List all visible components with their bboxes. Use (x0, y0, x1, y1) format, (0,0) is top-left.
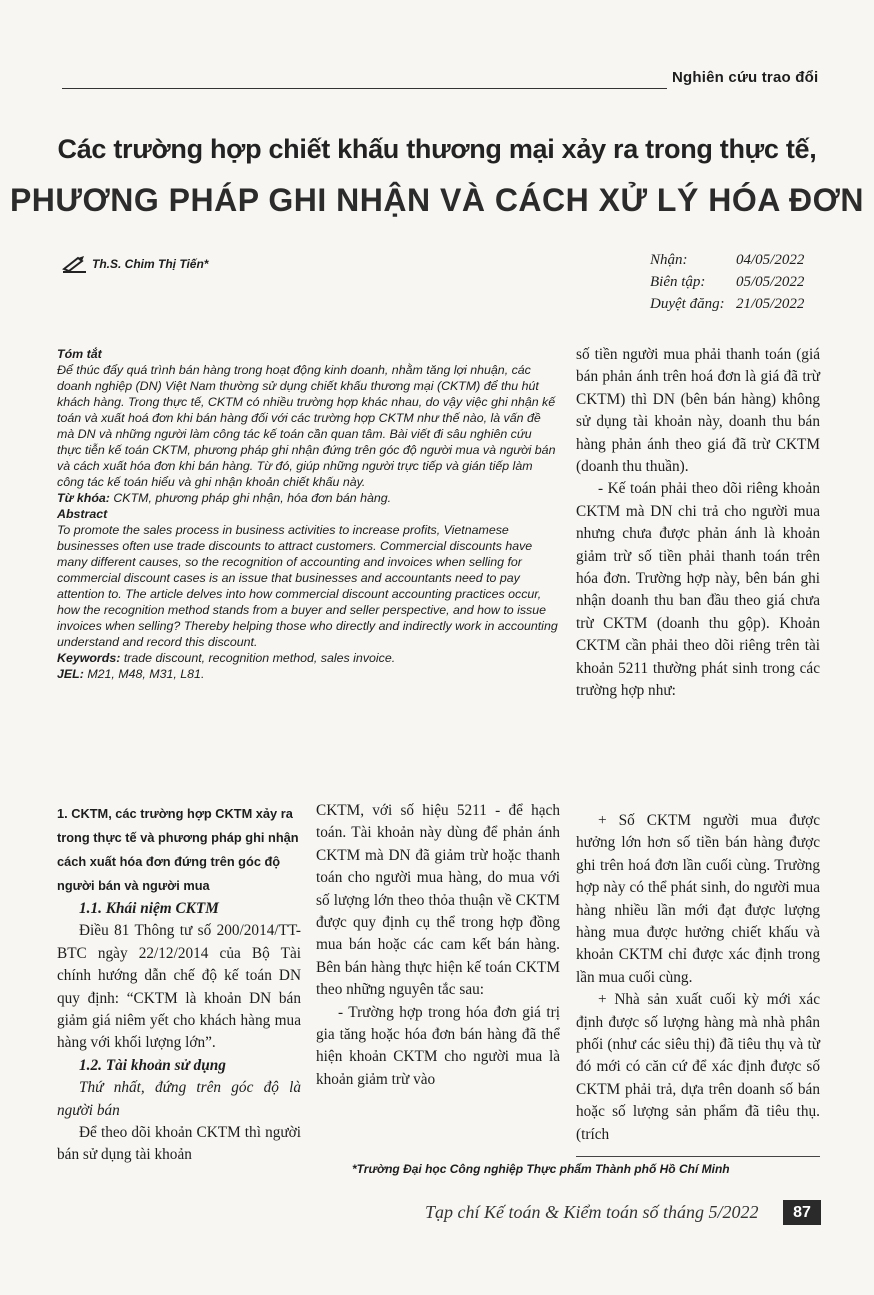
author-name: Th.S. Chim Thị Tiến* (92, 257, 209, 271)
jel-line: JEL: M21, M48, M31, L81. (57, 667, 205, 681)
date-approved: Duyệt đăng: 21/05/2022 (650, 296, 805, 312)
paragraph: + Số CKTM người mua được hưởng lớn hơn số tiền bán hàng được ghi trên hoá đơn lần cuối cùng. Trường hợp này có thể phát sinh, do người mua hàng nhiều lần mới đạt được lượng hàng mua được hưởng chiết khấu và khoản CKTM chỉ được xác định trong lần mua cuối cùng. (576, 812, 820, 986)
journal-footer: Tạp chí Kế toán & Kiểm toán số tháng 5/2022 (425, 1202, 759, 1222)
abstract-text: To promote the sales process in business activities to increase profits, Vietnamese businesses often use trade discounts to attract customers. Commercial discounts have many different causes, so the recognition of accounting and invoices when selling for commercial discount cases is an issue that businesses and accountants need to pay attention to. The article delves into how commercial discount accounting practices occur, how the recognition method stands from a buyer and seller perspective, and how to issue invoices when selling? Thereby helping those who directly and indirectly work in accounting understand and record this discount. (57, 523, 558, 649)
column-middle (316, 800, 560, 1091)
page-number: 87 (783, 1200, 821, 1225)
article-title-line1: Các trường hợp chiết khấu thương mại xảy ra trong thực tế, (57, 134, 817, 164)
submission-dates (650, 249, 804, 315)
subheading-1-2: 1.2. Tài khoản sử dụng (79, 1056, 226, 1074)
author-row (62, 255, 208, 273)
section-label: Nghiên cứu trao đổi (672, 69, 819, 86)
paragraph: Thứ nhất, đứng trên góc độ là người bán (57, 1079, 301, 1119)
pen-icon (62, 255, 88, 273)
paragraph: + Nhà sản xuất cuối kỳ mới xác định được số lượng hàng mà nhà phân phối (như các siêu thị) đã tiêu thụ và từ đó mới có căn cứ để xác định được số CKTM phải trả, dựa trên doanh số bán hoặc số lượng sản phẩm đã tiêu thụ. (trích (576, 991, 820, 1143)
paragraph: Để theo dõi khoản CKTM thì người bán sử dụng tài khoản (57, 1124, 301, 1164)
paragraph: - Trường hợp trong hóa đơn giá trị gia tăng hoặc hóa đơn bán hàng đã thể hiện khoản CKTM cho người mua là khoản giảm trừ vào (316, 1003, 560, 1088)
tu-khoa-line: Từ khóa: CKTM, phương pháp ghi nhận, hóa đơn bán hàng. (57, 491, 392, 505)
paragraph: - Kế toán phải theo dõi riêng khoản CKTM mà DN chi trả cho người mua nhưng chưa được phản ánh là khoản giảm trừ số tiền phải thanh toán trên hóa đơn. Trường hợp này, bên bán ghi nhận doanh thu ban đầu theo giá chưa trừ CKTM (doanh thu gộp). Khoản CKTM cần phải theo dõi riêng trên tài khoản 5211 thường phát sinh trong các trường hợp như: (576, 480, 820, 700)
subheading-1-1: 1.1. Khái niệm CKTM (79, 900, 219, 917)
tom-tat-heading: Tóm tắt (57, 347, 102, 361)
article-title-line2: PHƯƠNG PHÁP GHI NHẬN VÀ CÁCH XỬ LÝ HÓA ĐƠN (9, 182, 865, 218)
date-received: Nhận: 04/05/2022 (650, 252, 805, 268)
paragraph: Điều 81 Thông tư số 200/2014/TT-BTC ngày 22/12/2014 của Bộ Tài chính hướng dẫn chế độ kế toán DN quy định: “CKTM là khoản DN bán giảm giá niêm yết cho khách hàng mua hàng với khối lượng lớn”. (57, 922, 301, 1052)
paragraph: số tiền người mua phải thanh toán (giá bán phản ánh trên hoá đơn là giá đã trừ CKTM) thì DN (bên bán hàng) không sử dụng tài khoản này, doanh thu bán hàng phản ánh theo giá đã trừ CKTM (doanh thu thuần). (576, 346, 820, 476)
footnote-rule (576, 1156, 820, 1157)
column-right-top (576, 344, 820, 703)
keywords-line: Keywords: trade discount, recognition method, sales invoice. (57, 651, 396, 665)
abstract-heading: Abstract (57, 507, 108, 521)
column-left (57, 800, 301, 1167)
section-rule (62, 88, 667, 89)
abstract-block (57, 346, 559, 682)
paragraph: CKTM, với số hiệu 5211 - để hạch toán. Tài khoản này dùng để phản ánh CKTM mà DN đã giảm trừ hoặc thanh toán cho người mua hàng, do mua với số lượng lớn theo thỏa thuận về CKTM được quy định cụ thể trong hợp đồng mua bán hoặc các cam kết bán hàng. Bên bán hàng thực hiện kế toán CKTM theo những nguyên tắc sau: (316, 802, 560, 999)
date-edited: Biên tập: 05/05/2022 (650, 274, 805, 290)
column-right-bottom (576, 810, 820, 1146)
tom-tat-text: Để thúc đẩy quá trình bán hàng trong hoạt động kinh doanh, nhằm tăng lợi nhuận, các doanh nghiệp (DN) Việt Nam thường sử dụng chiết khấu thương mại (CKTM) để thu hút khách hàng. Trong thực tế, CKTM có nhiều trường hợp khác nhau, do vậy việc ghi nhận kế toán và xuất hoá đơn khi bán hàng đối với các trường hợp CKTM như thế nào, là vấn đề mà DN và những người làm công tác kế toán cần quan tâm. Bài viết đi sâu nghiên cứu thực tiễn kế toán CKTM, phương pháp ghi nhận đứng trên góc độ người mua và người bán và cách xuất hóa đơn khi bán hàng. Từ đó, giúp những người trực tiếp và gián tiếp làm công tác kế toán hiểu và ghi nhận khoản chiết khấu này. (57, 363, 556, 489)
affiliation-footnote: *Trường Đại học Công nghiệp Thực phẩm Thành phố Hồ Chí Minh (352, 1162, 730, 1176)
section-heading: 1. CKTM, các trường hợp CKTM xảy ra trong thực tế và phương pháp ghi nhận cách xuất hóa đơn đứng trên góc độ người bán và người mua (57, 806, 299, 893)
